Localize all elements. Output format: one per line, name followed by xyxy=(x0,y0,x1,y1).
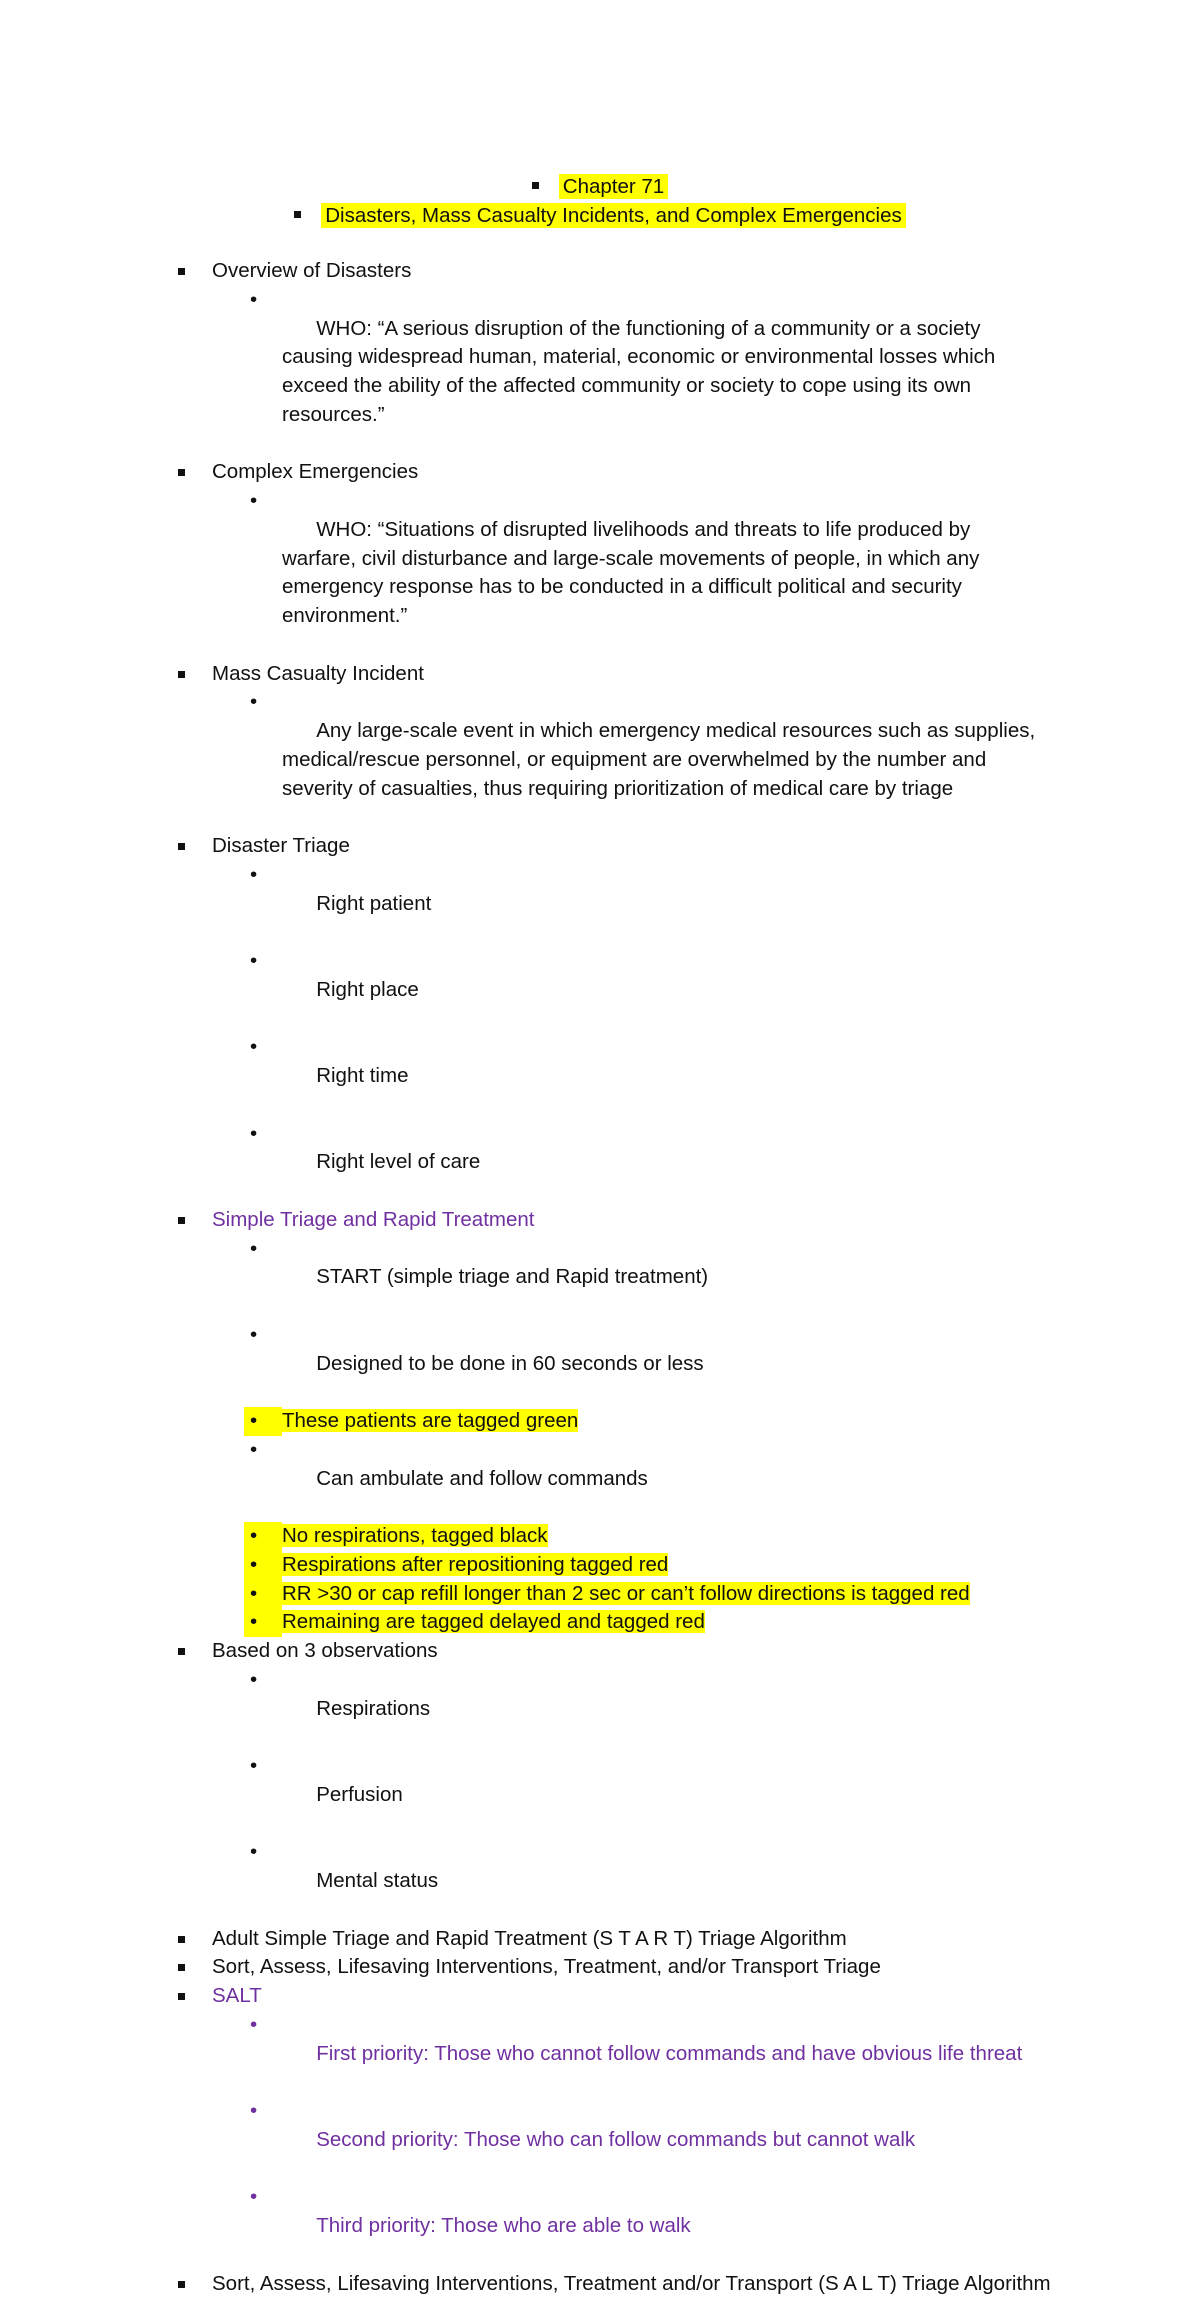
bullet-dot-icon: • xyxy=(250,2011,257,2040)
bullet-dot-icon: • xyxy=(250,1436,257,1465)
list-item-highlighted xyxy=(0,1407,1042,1436)
list-item xyxy=(0,2011,1042,2097)
square-bullet-icon xyxy=(178,469,185,476)
square-bullet-icon xyxy=(178,268,185,275)
outline-item xyxy=(0,832,1052,861)
item-text: Any large-scale event in which emergency medical resources such as supplies, medical/rescue personnel, or equipment are overwhelmed by the number and severity of casualties, thus requiring prioritization of medical care by triage xyxy=(282,719,1041,800)
title-block xyxy=(0,172,1200,230)
bullet-dot-icon: • xyxy=(250,487,257,516)
bullet-dot-icon: • xyxy=(250,1321,257,1350)
bullet-dot-icon: • xyxy=(250,1752,257,1781)
outline-item xyxy=(0,1982,1052,2011)
list-item-highlighted xyxy=(0,1580,1042,1609)
section-heading: Sort, Assess, Lifesaving Interventions, Treatment and/or Transport (S A L T) Triage Algorithm xyxy=(212,2272,1051,2295)
bullet-dot-icon: • xyxy=(250,1033,257,1062)
list-item xyxy=(0,861,1042,947)
item-text: First priority: Those who cannot follow commands and have obvious life threat xyxy=(316,2042,1022,2065)
item-text: Mental status xyxy=(316,1869,438,1892)
bullet-dot-icon: • xyxy=(250,1120,257,1149)
outline-item xyxy=(0,1925,1052,1954)
square-bullet-icon xyxy=(178,1648,185,1655)
square-bullet-icon xyxy=(178,843,185,850)
outline-item xyxy=(0,1953,1052,1982)
square-bullet-icon xyxy=(532,182,539,189)
bullet-dot-icon: • xyxy=(250,2183,257,2212)
item-text: Respirations after repositioning tagged red xyxy=(282,1553,668,1576)
outline-item xyxy=(0,1637,1052,1666)
bullet-dot-icon: • xyxy=(250,2097,257,2126)
item-text: WHO: “A serious disruption of the functioning of a community or a society causing widespread human, material, economic or environmental losses which exceed the ability of the affected community or society to cope using its own resources.” xyxy=(282,317,1001,426)
bullet-dot-icon: • xyxy=(250,861,257,890)
section-heading: Mass Casualty Incident xyxy=(212,662,424,685)
square-bullet-icon xyxy=(294,211,301,218)
bullet-dot-icon: • xyxy=(250,286,257,315)
section-heading: Based on 3 observations xyxy=(212,1639,438,1662)
bullet-dot-icon: • xyxy=(250,947,257,976)
item-text: Designed to be done in 60 seconds or less xyxy=(316,1352,703,1375)
list-item xyxy=(0,1120,1042,1206)
section-heading: SALT xyxy=(212,1984,262,2007)
list-item xyxy=(0,1436,1042,1522)
item-text: Respirations xyxy=(316,1697,430,1720)
list-item xyxy=(0,2183,1042,2269)
item-text: Remaining are tagged delayed and tagged red xyxy=(282,1610,705,1633)
section-heading: Sort, Assess, Lifesaving Interventions, Treatment, and/or Transport Triage xyxy=(212,1955,881,1978)
item-text: Right level of care xyxy=(316,1150,480,1173)
section-heading: Overview of Disasters xyxy=(212,259,411,282)
section-heading: Disaster Triage xyxy=(212,834,350,857)
list-item-highlighted xyxy=(0,1608,1042,1637)
list-item xyxy=(0,947,1042,1033)
subtitle-line xyxy=(0,201,1200,230)
item-text: Right time xyxy=(316,1064,408,1087)
bullet-dot-icon: • xyxy=(250,688,257,717)
list-item xyxy=(0,1235,1042,1321)
chapter-subtitle: Disasters, Mass Casualty Incidents, and Complex Emergencies xyxy=(321,203,906,228)
square-bullet-icon xyxy=(178,671,185,678)
chapter-title: Chapter 71 xyxy=(559,174,668,199)
item-text: START (simple triage and Rapid treatment) xyxy=(316,1265,708,1288)
bullet-dot-icon: • xyxy=(250,1522,257,1551)
item-text: Can ambulate and follow commands xyxy=(316,1467,648,1490)
item-text: WHO: “Situations of disrupted livelihoods and threats to life produced by warfare, civil disturbance and large-scale movements of people, in which any emergency response has to be conducted in a difficult political and security environment.” xyxy=(282,518,985,627)
square-bullet-icon xyxy=(178,2281,185,2288)
list-item-highlighted xyxy=(0,1551,1042,1580)
item-text: Perfusion xyxy=(316,1783,403,1806)
bullet-dot-icon: • xyxy=(250,1838,257,1867)
list-item xyxy=(0,1752,1042,1838)
bullet-dot-icon: • xyxy=(250,1580,257,1609)
square-bullet-icon xyxy=(178,1964,185,1971)
square-bullet-icon xyxy=(178,1993,185,2000)
list-item xyxy=(0,688,1042,832)
item-text: These patients are tagged green xyxy=(282,1409,578,1432)
list-item xyxy=(0,1666,1042,1752)
list-item xyxy=(0,487,1042,660)
outline-item xyxy=(0,257,1052,286)
bullet-dot-icon: • xyxy=(250,1235,257,1264)
square-bullet-icon xyxy=(178,1936,185,1943)
item-text: Third priority: Those who are able to walk xyxy=(316,2214,691,2237)
outline-item xyxy=(0,660,1052,689)
outline-list xyxy=(0,257,1200,2298)
list-item xyxy=(0,1838,1042,1924)
bullet-dot-icon: • xyxy=(250,1666,257,1695)
list-item-highlighted xyxy=(0,1522,1042,1551)
list-item xyxy=(0,1033,1042,1119)
outline-item xyxy=(0,1206,1052,1235)
square-bullet-icon xyxy=(178,1217,185,1224)
chapter-title-line xyxy=(0,172,1200,201)
item-text: Right place xyxy=(316,978,419,1001)
outline-item xyxy=(0,458,1052,487)
bullet-dot-icon: • xyxy=(250,1608,257,1637)
item-text: RR >30 or cap refill longer than 2 sec or can’t follow directions is tagged red xyxy=(282,1582,970,1605)
list-item xyxy=(0,286,1042,459)
bullet-dot-icon: • xyxy=(250,1407,257,1436)
item-text: Right patient xyxy=(316,892,431,915)
outline-item xyxy=(0,2270,1052,2298)
item-text: Second priority: Those who can follow commands but cannot walk xyxy=(316,2128,915,2151)
list-item xyxy=(0,2097,1042,2183)
item-text: No respirations, tagged black xyxy=(282,1524,548,1547)
list-item xyxy=(0,1321,1042,1407)
section-heading: Adult Simple Triage and Rapid Treatment (S T A R T) Triage Algorithm xyxy=(212,1927,847,1950)
section-heading: Simple Triage and Rapid Treatment xyxy=(212,1208,534,1231)
section-heading: Complex Emergencies xyxy=(212,460,418,483)
bullet-dot-icon: • xyxy=(250,1551,257,1580)
